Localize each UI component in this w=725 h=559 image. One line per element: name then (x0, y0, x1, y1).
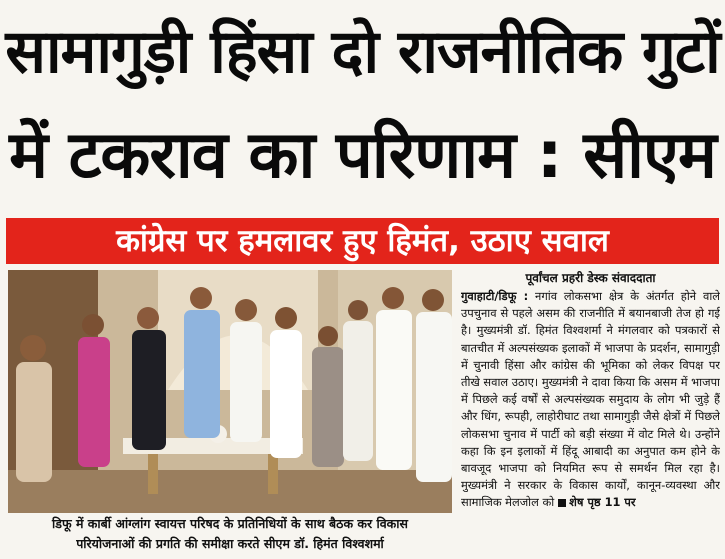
headline-line-1: सामागुड़ी हिंसा दो राजनीतिक गुटों (5, 17, 720, 87)
photo-caption-line-1: डिफू में कार्बी आंग्लांग स्वायत्त परिषद के प्रतिनिधियों के साथ बैठक कर विकास (52, 516, 408, 531)
article-body-text: नगांव लोकसभा क्षेत्र के अंतर्गत होने वाले उपचुनाव से पहले असम की राजनीति में बयानबाजी तेज हो गई है। मुख्यमंत्री डॉ. हिमंत विश्वशर्मा ने मंगलवार को पत्रकारों से बातचीत में अल्पसंख्यक इलाकों में भाजपा के प्रदर्शन, सामागुड़ी में चुनावी हिंसा और कांग्रेस की भूमिका को लेकर विपक्ष पर तीखे सवाल उठाए। मुख्यमंत्री ने दावा किया कि असम में भाजपा में पिछले कई वर्षों से अल्पसंख्यक समुदाय के लोग भी जुड़े हैं और धिंग, रूपही, लाहोरीघाट तथा सामागुड़ी जैसे क्षेत्रों में पिछले लोकसभा चुनाव में पार्टी को बड़ी संख्या में वोट मिले थे। उन्होंने कहा कि इन इलाकों में हिंदू आबादी का अनुपात कम होने के बावजूद भाजपा को नियमित रूप से समर्थन मिल रहा है। मुख्यमंत्री ने सरकार के विकास कार्यों, कानून-व्यवस्था और सामाजिक मेलजोल को (461, 289, 720, 510)
photo-caption (8, 514, 452, 558)
article-body (461, 288, 720, 512)
subheadline-banner: कांग्रेस पर हमलावर हुए हिमंत, उठाए सवाल (6, 218, 719, 264)
byline: पूर्वांचल प्रहरी डेस्क संवाददाता (525, 271, 656, 285)
news-photo (8, 270, 452, 513)
article-column (461, 270, 720, 559)
dateline: गुवाहाटी/डिफू : (461, 289, 529, 303)
square-bullet-icon (558, 499, 566, 507)
continued-note (554, 495, 635, 509)
group-photo-illustration (8, 270, 452, 513)
headline-line-2: में टकराव का परिणाम : सीएम (9, 118, 716, 193)
continued-text: शेष पृष्ठ 11 पर (569, 495, 636, 510)
photo-caption-line-2: परियोजनाओं की प्रगति की समीक्षा करते सीएम डॉ. हिमंत विश्वशर्मा (76, 536, 384, 551)
